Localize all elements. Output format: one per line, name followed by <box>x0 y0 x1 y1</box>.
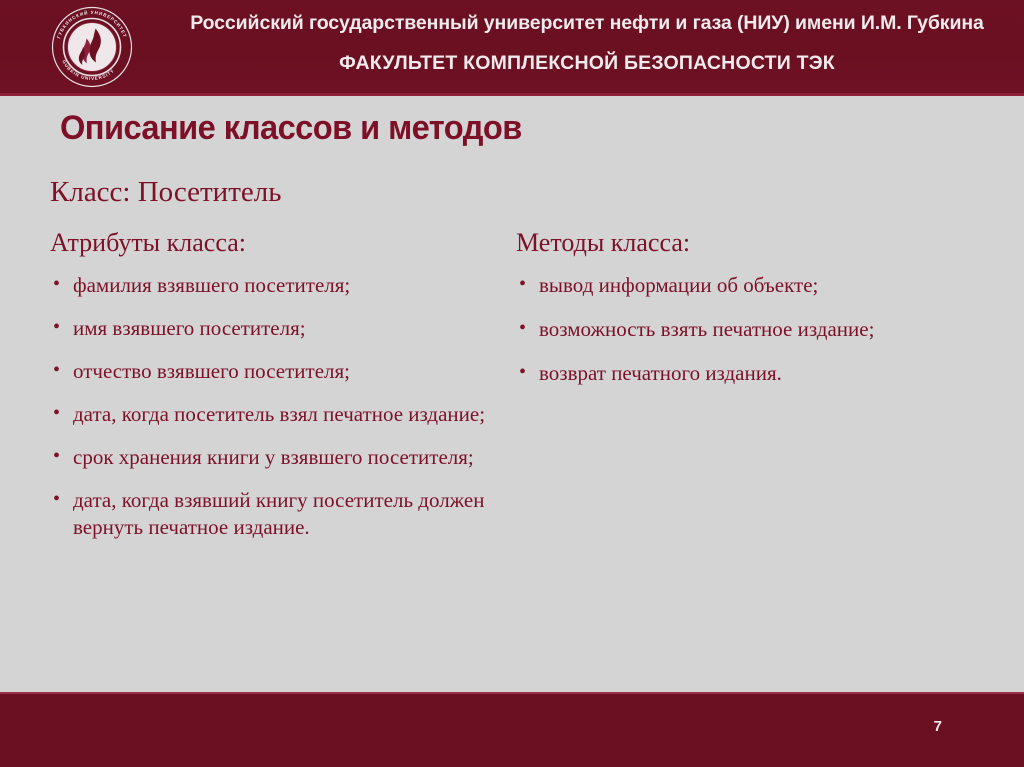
list-item: • дата, когда посетитель взял печатное издание; <box>50 401 490 428</box>
list-item: • срок хранения книги у взявшего посетителя; <box>50 444 490 471</box>
slide-footer-banner <box>0 692 1024 767</box>
list-item: • вывод информации об объекте; <box>516 272 976 299</box>
methods-column <box>516 228 976 404</box>
slide-header-banner <box>0 0 1024 96</box>
list-item: • дата, когда взявший книгу посетитель должен вернуть печатное издание. <box>50 487 490 541</box>
methods-heading: Методы класса: <box>516 228 691 257</box>
class-name-line: Класс: Посетитель <box>50 176 282 208</box>
page-number: 7 <box>933 718 942 735</box>
faculty-name: ФАКУЛЬТЕТ КОМПЛЕКСНОЙ БЕЗОПАСНОСТИ ТЭК <box>339 52 835 74</box>
svg-text:GUBKIN UNIVERSITY: GUBKIN UNIVERSITY <box>61 59 116 82</box>
slide-content-area <box>0 96 1024 692</box>
attributes-column <box>50 228 490 557</box>
university-name: Российский государственный университет нефти и газа (НИУ) имени И.М. Губкина <box>190 12 984 34</box>
list-item: • возможность взять печатное издание; <box>516 316 976 343</box>
svg-text:ГУБКИНСКИЙ УНИВЕРСИТЕТ: ГУБКИНСКИЙ УНИВЕРСИТЕТ <box>56 9 128 40</box>
attributes-list <box>50 272 490 541</box>
header-title-block <box>150 0 1024 93</box>
list-item: • имя взявшего посетителя; <box>50 315 490 342</box>
list-item: • фамилия взявшего посетителя; <box>50 272 490 299</box>
methods-list <box>516 272 976 387</box>
page-title: Описание классов и методов <box>60 109 522 147</box>
list-item: • возврат печатного издания. <box>516 360 976 387</box>
attributes-heading: Атрибуты класса: <box>50 228 246 257</box>
list-item: • отчество взявшего посетителя; <box>50 358 490 385</box>
gubkin-university-seal-icon <box>50 5 134 89</box>
footer-top-divider <box>0 692 1024 694</box>
